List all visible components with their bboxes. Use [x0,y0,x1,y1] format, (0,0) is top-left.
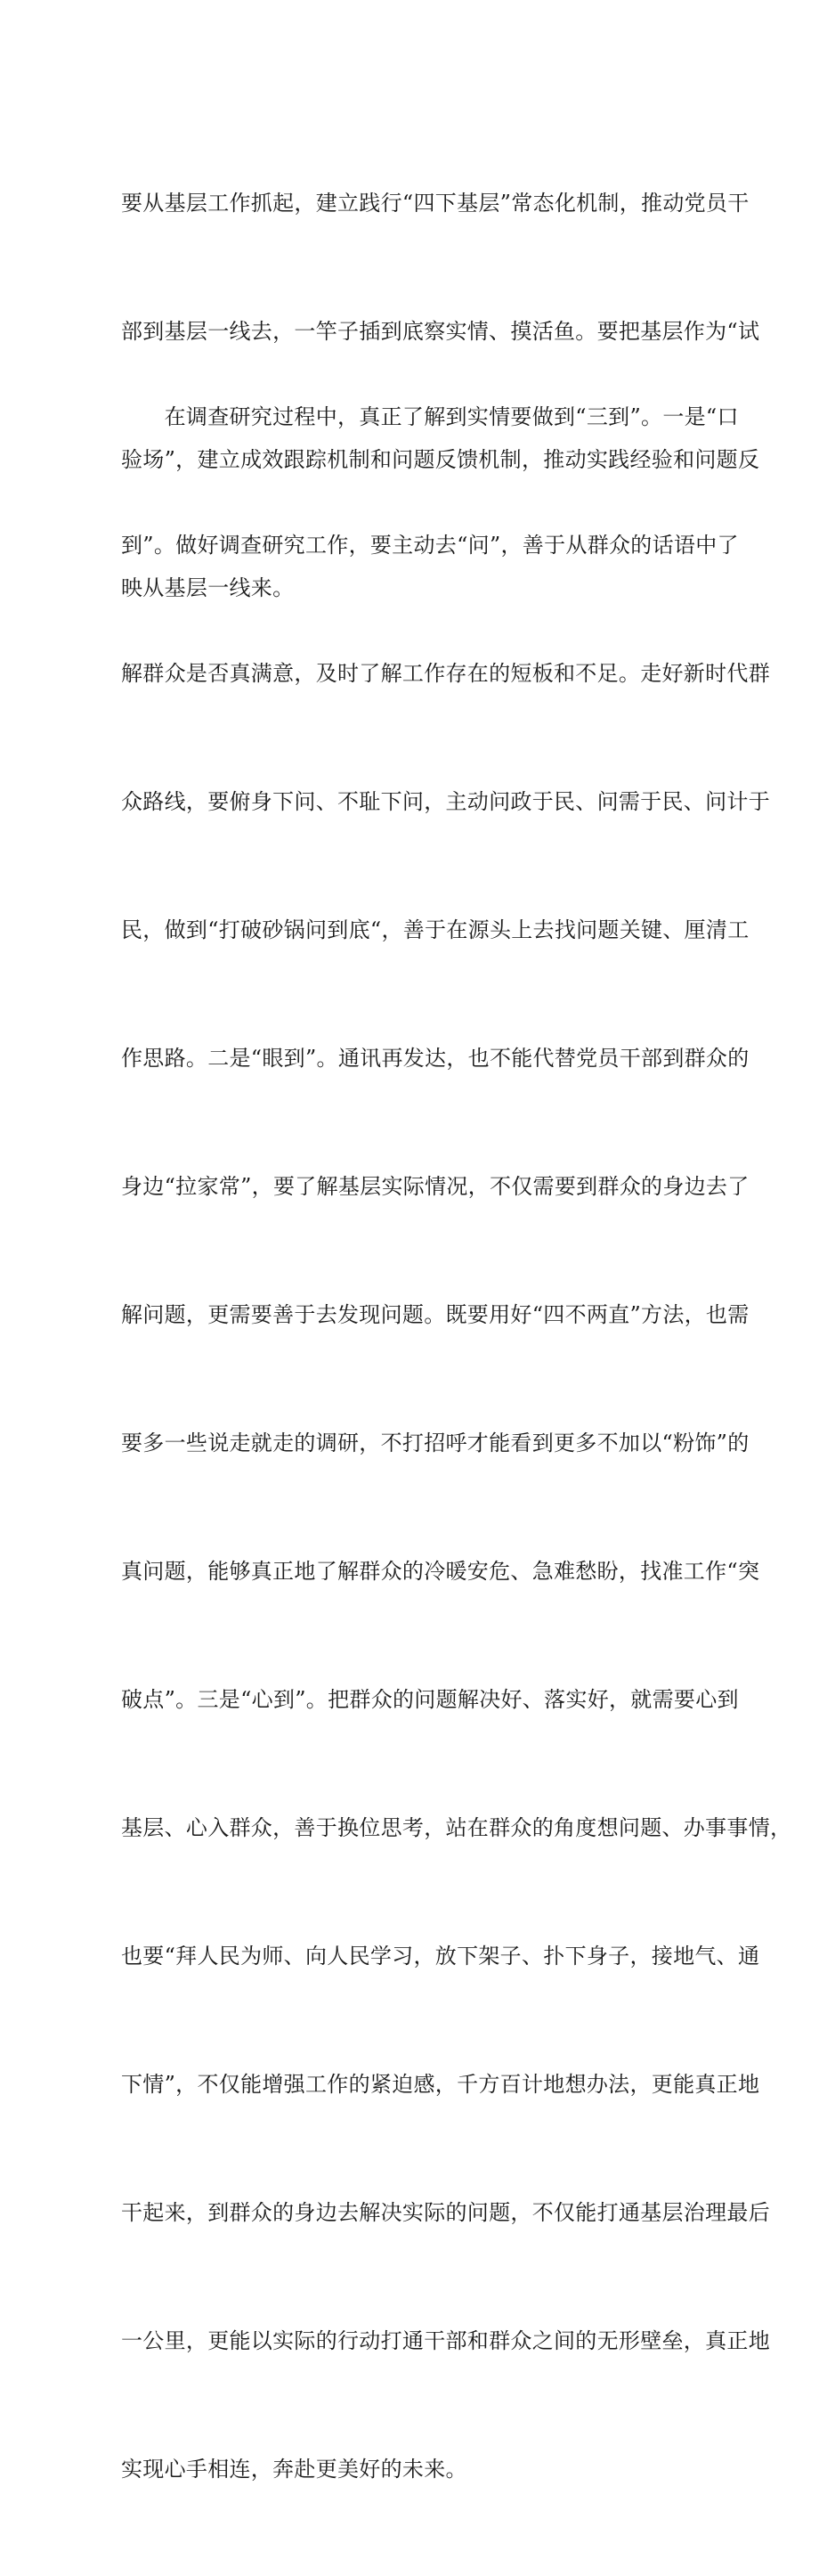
text-line: 真问题，能够真正地了解群众的冷暖安危、急难愁盼，找准工作“突 [121,1559,760,1584]
text-line: 要多一些说走就走的调研，不打招呼才能看到更多不加以“粉饰”的 [121,1431,750,1455]
text-line: 破点”。三是“心到”。把群众的问题解决好、落实好，就需要心到 [121,1687,739,1712]
text-line: 要从基层工作抓起，建立践行“四下基层”常态化机制，推动党员干 [121,191,750,216]
text-line: 一公里，更能以实际的行动打通干部和群众之间的无形壁垒，真正地 [121,2328,770,2353]
text-line: 基层、心入群众，善于换位思考，站在群众的角度想问题、办事事情， [121,1815,792,1840]
text-line: 解群众是否真满意，及时了解工作存在的短板和不足。走好新时代群 [121,661,770,686]
text-line: 也要“拜人民为师、向人民学习，放下架子、扑下身子，接地气、通 [121,1944,760,1969]
text-line: 在调查研究过程中，真正了解到实情要做到“三到”。一是“口 [121,404,739,429]
text-line: 实现心手相连，奔赴更美好的未来。 [121,2457,467,2482]
text-line: 身边“拉家常”，要了解基层实际情况，不仅需要到群众的身边去了 [121,1174,750,1199]
text-line: 映从基层一线来。 [121,575,295,600]
text-line: 下情”，不仅能增强工作的紧迫感，千方百计地想办法，更能真正地 [121,2072,760,2097]
text-line: 到”。做好调查研究工作，要主动去“问”，善于从群众的话语中了 [121,533,739,558]
text-line: 部到基层一线去，一竿子插到底察实情、摸活鱼。要把基层作为“试 [121,319,760,344]
text-line: 众路线，要俯身下问、不耻下问，主动问政于民、问需于民、问计于 [121,789,770,814]
text-line: 作思路。二是“眼到”。通讯再发达，也不能代替党员干部到群众的 [121,1046,750,1071]
text-line: 民，做到“打破砂锅问到底“，善于在源头上去找问题关键、厘清工 [121,917,750,942]
text-line: 验场”，建立成效跟踪机制和问题反馈机制，推动实践经验和问题反 [121,447,760,472]
text-line: 干起来，到群众的身边去解决实际的问题，不仅能打通基层治理最后 [121,2200,770,2225]
paragraph-2 [121,310,792,2576]
text-line: 解问题，更需要善于去发现问题。既要用好“四不两直”方法，也需 [121,1302,750,1327]
